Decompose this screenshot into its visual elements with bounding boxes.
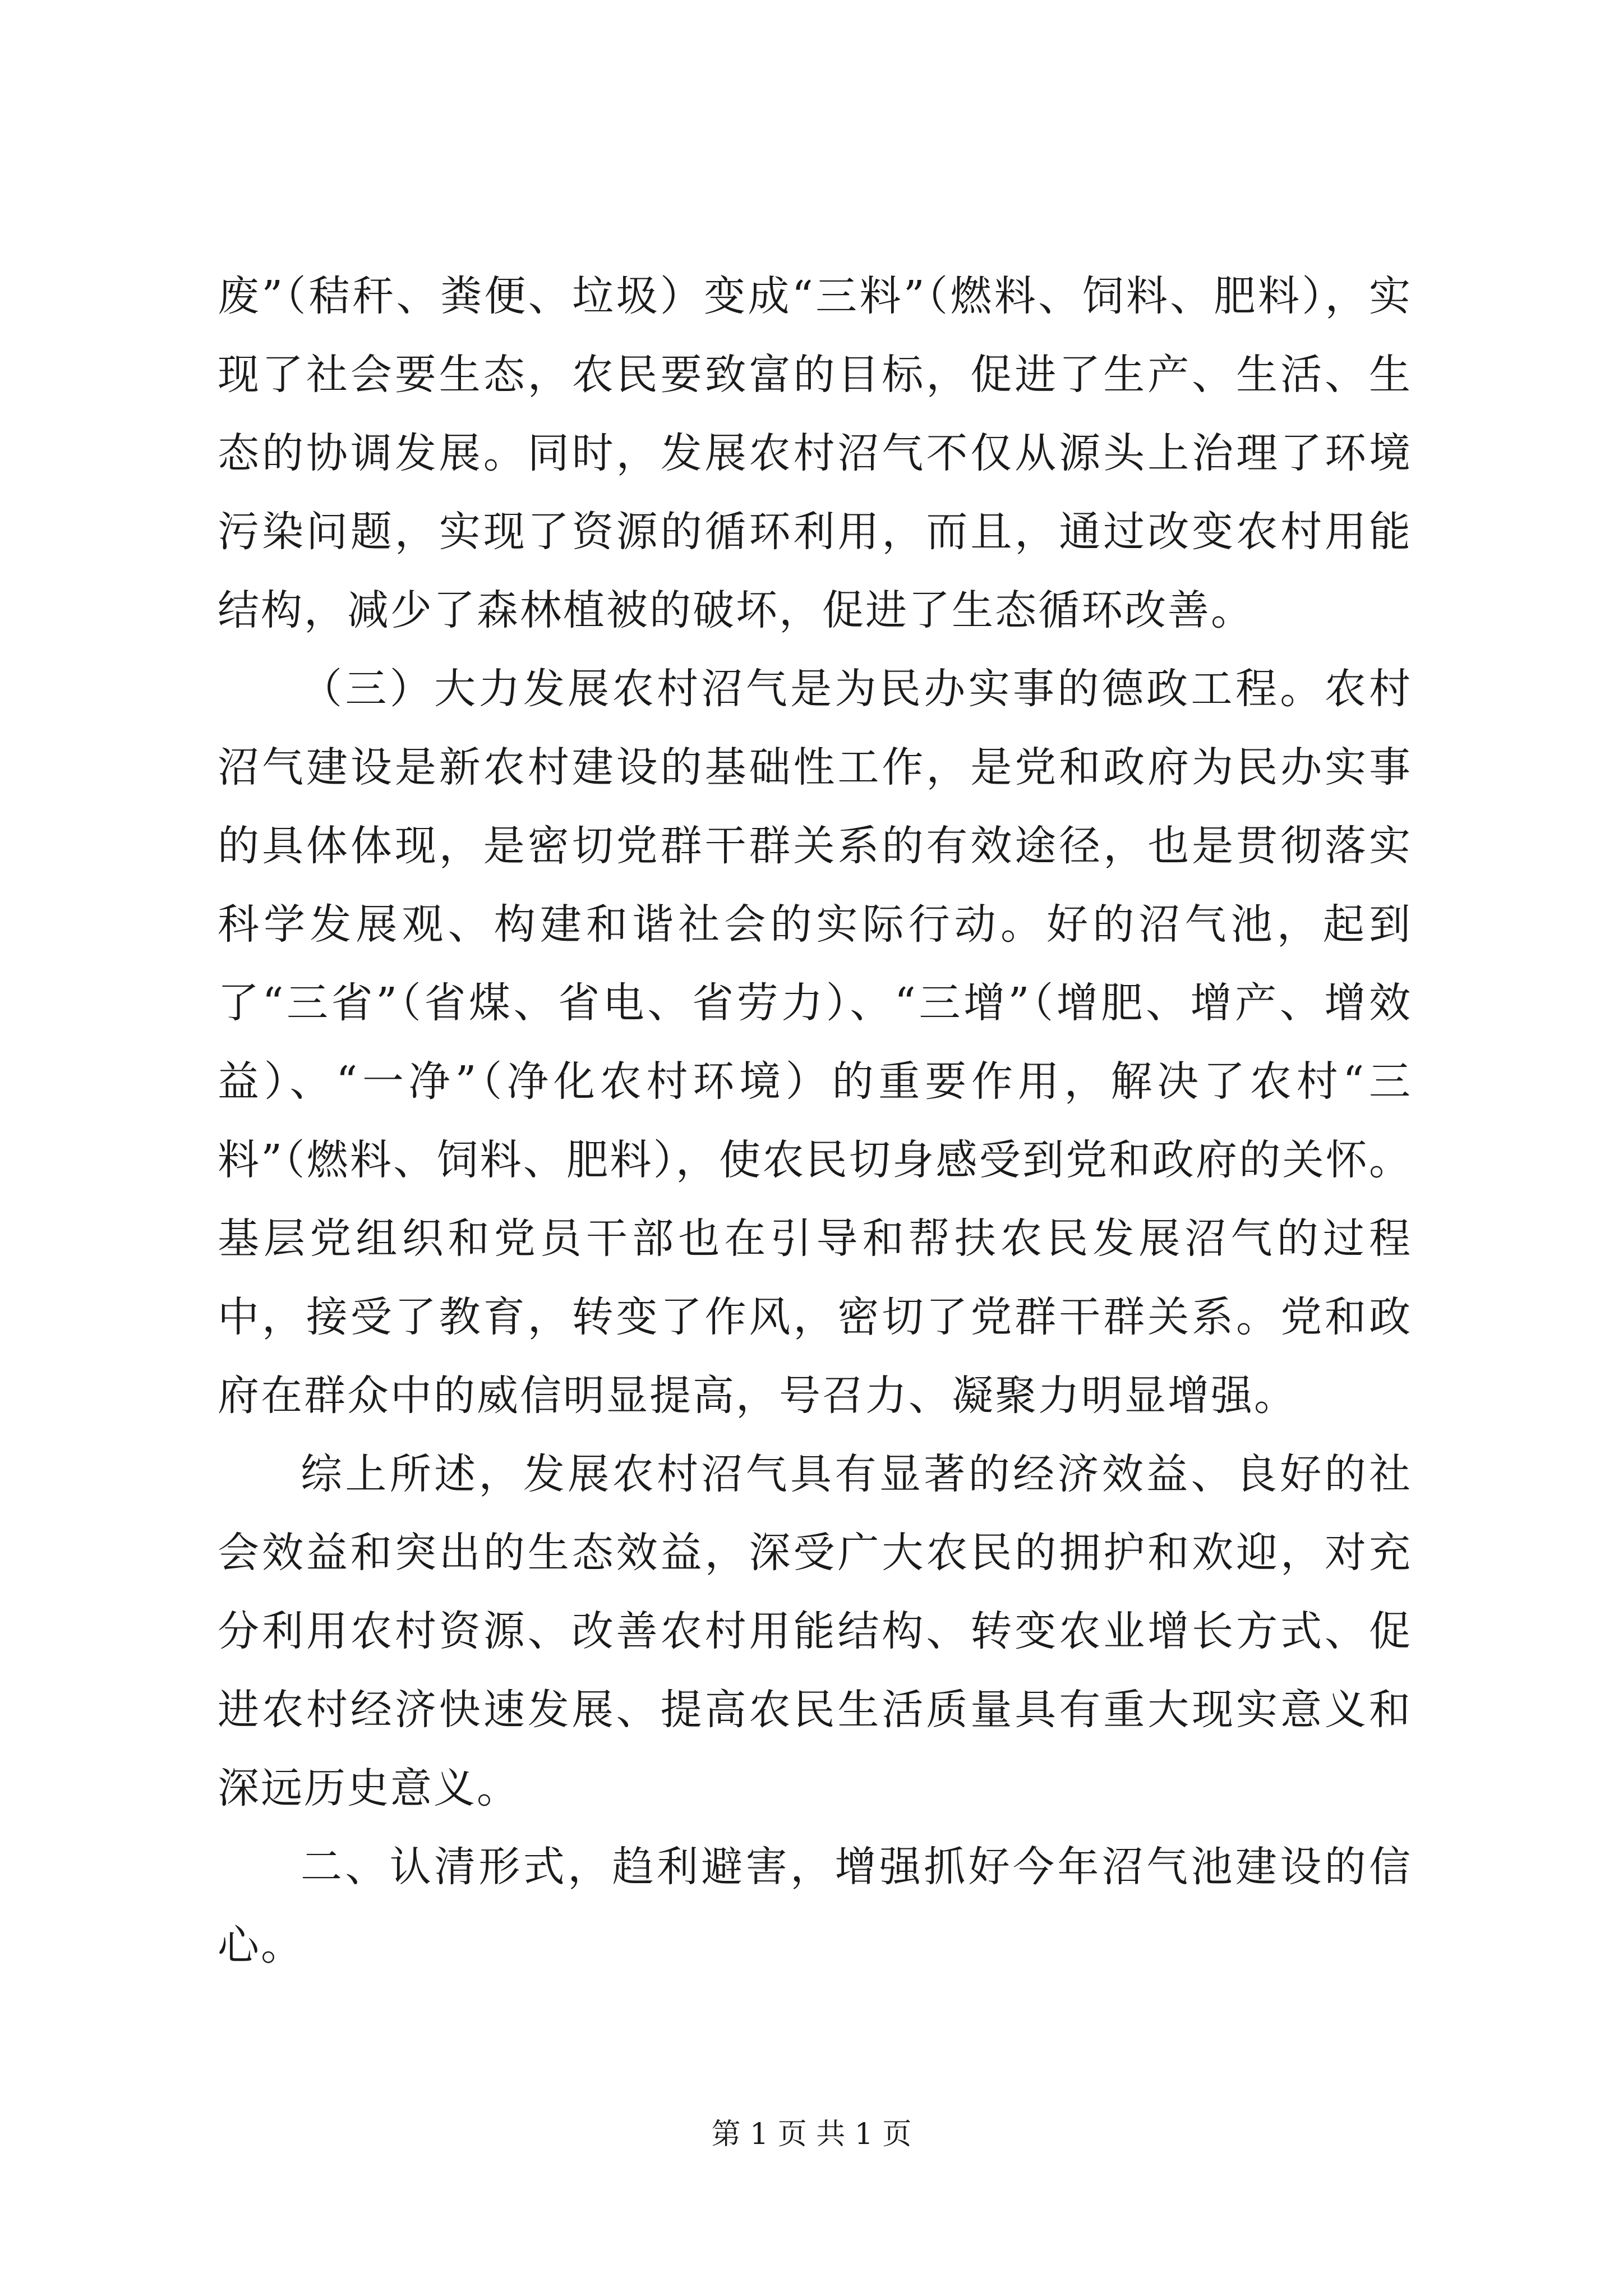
paragraph-section-three: （三）大力发展农村沼气是为民办实事的德政工程。农村沼气建设是新农村建设的基础性工作，是党和政府为民办实事的具体体现，是密切党群干群关系的有效途径，也是贯彻落实科学发展观、构建和谐社会的实际行动。好的沼气池，起到了“三省”（省煤、省电、省劳力）、“三增”（增肥、增产、增效益）、“一净”（净化农村环境）的重要作用，解决了农村“三料”（燃料、饲料、肥料），使农民切身感受到党和政府的关怀。基层党组织和党员干部也在引导和帮扶农民发展沼气的过程中，接受了教育，转变了作风，密切了党群干群关系。党和政府在群众中的威信明显提高，号召力、凝聚力明显增强。 bbox=[218, 665, 1412, 1420]
paragraph-heading-two: 二、认清形式，趋利避害，增强抓好今年沼气池建设的信心。 bbox=[218, 1843, 1412, 1970]
document-body bbox=[218, 257, 1412, 1985]
page-footer: 第 1 页 共 1 页 bbox=[711, 2118, 912, 2151]
paragraph-continuation: 废”（秸秆、粪便、垃圾）变成“三料”（燃料、饲料、肥料），实现了社会要生态，农民要致富的目标，促进了生产、生活、生态的协调发展。同时，发展农村沼气不仅从源头上治理了环境污染问题，实现了资源的循环利用，而且，通过改变农村用能结构，减少了森林植被的破坏，促进了生态循环改善。 bbox=[218, 272, 1412, 634]
paragraph-summary: 综上所述，发展农村沼气具有显著的经济效益、良好的社会效益和突出的生态效益，深受广大农民的拥护和欢迎，对充分利用农村资源、改善农村用能结构、转变农业增长方式、促进农村经济快速发展、提高农民生活质量具有重大现实意义和深远历史意义。 bbox=[218, 1450, 1412, 1812]
